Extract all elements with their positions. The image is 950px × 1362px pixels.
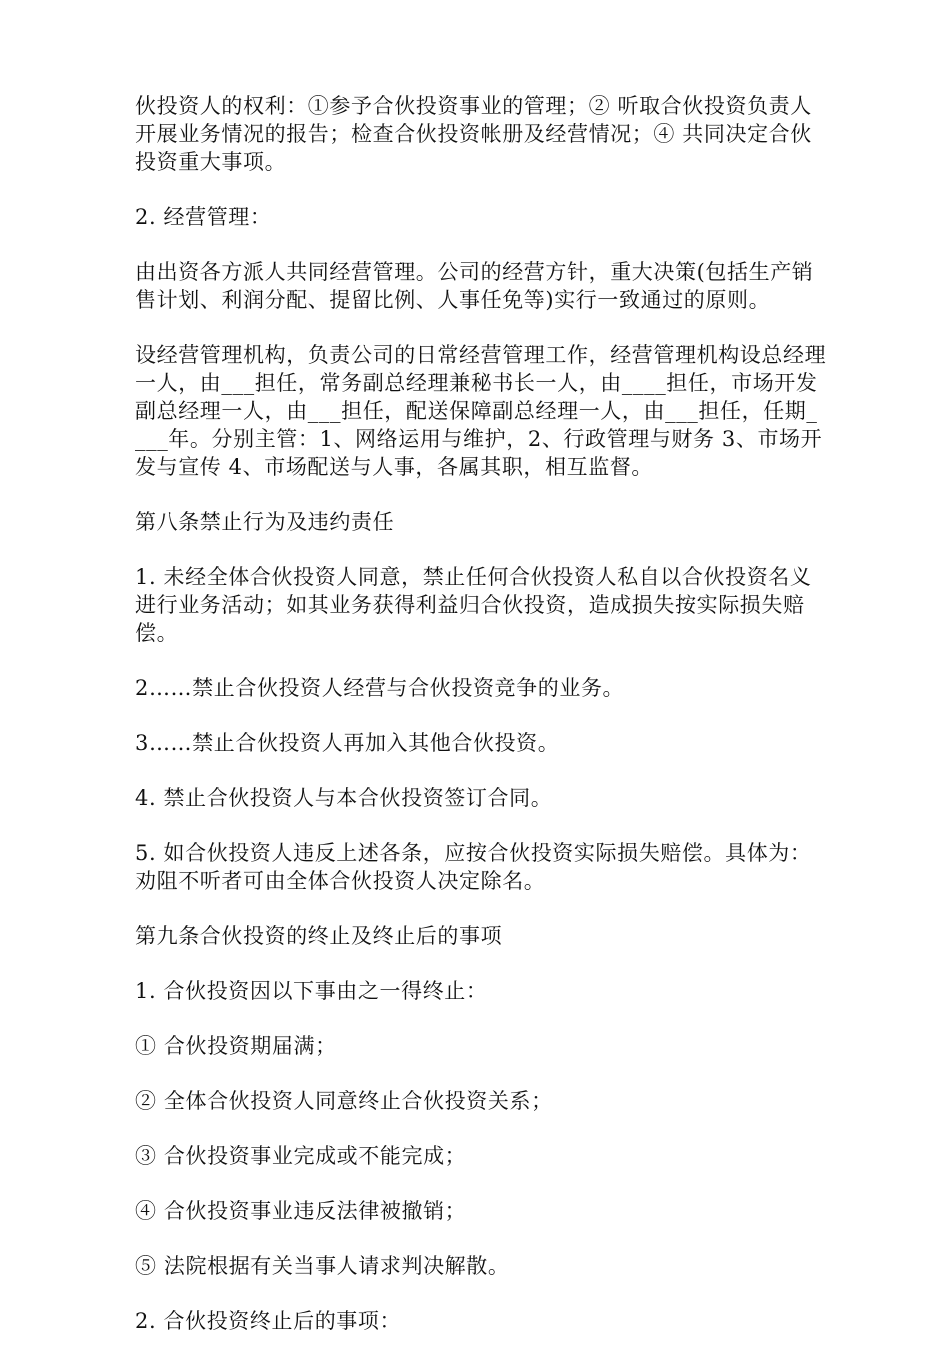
article-9-sub-5: ⑤ 法院根据有关当事人请求判决解散。	[135, 1254, 510, 1278]
article-9-sub-3: ③ 合伙投资事业完成或不能完成；	[135, 1144, 467, 1168]
article-8-item-1: 1. 未经全体合伙投资人同意，禁止任何合伙投资人私自以合伙投资名义进行业务活动；如其业务获得利益归合伙投资，造成损失按实际损失赔偿。	[135, 565, 812, 645]
article-8-title: 第八条禁止行为及违约责任	[135, 510, 395, 534]
article-9-item-2: 2. 合伙投资终止后的事项：	[135, 1309, 402, 1333]
article-8-item-4: 4. 禁止合伙投资人与本合伙投资签订合同。	[135, 786, 553, 810]
paragraph-partner-rights: 伙投资人的权利：①参予合伙投资事业的管理；② 听取合伙投资负责人开展业务情况的报告；检查合伙投资帐册及经营情况；④ 共同决定合伙投资重大事项。	[135, 94, 812, 174]
article-9-sub-2: ② 全体合伙投资人同意终止合伙投资关系；	[135, 1089, 553, 1113]
article-9-sub-4: ④ 合伙投资事业违反法律被撤销；	[135, 1199, 467, 1223]
paragraph-joint-management: 由出资各方派人共同经营管理。公司的经营方针，重大决策(包括生产销售计划、利润分配、提留比例、人事任免等)实行一致通过的原则。	[135, 260, 814, 312]
article-9-sub-1: ① 合伙投资期届满；	[135, 1034, 337, 1058]
document-body	[135, 92, 827, 1362]
article-9-title: 第九条合伙投资的终止及终止后的事项	[135, 924, 503, 948]
heading-management: 2. 经营管理：	[135, 205, 272, 229]
article-8-item-2: 2……禁止合伙投资人经营与合伙投资竞争的业务。	[135, 676, 625, 700]
paragraph-management-body: 设经营管理机构，负责公司的日常经营管理工作，经营管理机构设总经理一人，由___担任，常务副总经理兼秘书长一人，由____担任，市场开发副总经理一人，由___担任，配送保障副总经理一人，由___担任，任期____年。分别主管：1、网络运用与维护，2、行政管理与财务 3、市场开发与宣传 4、市场配送与人事，各属其职，相互监督。	[135, 343, 827, 479]
article-8-item-5: 5. 如合伙投资人违反上述各条，应按合伙投资实际损失赔偿。具体为：劝阻不听者可由全体合伙投资人决定除名。	[135, 841, 812, 893]
article-8-item-3: 3……禁止合伙投资人再加入其他合伙投资。	[135, 731, 560, 755]
article-9-item-1: 1. 合伙投资因以下事由之一得终止：	[135, 979, 488, 1003]
